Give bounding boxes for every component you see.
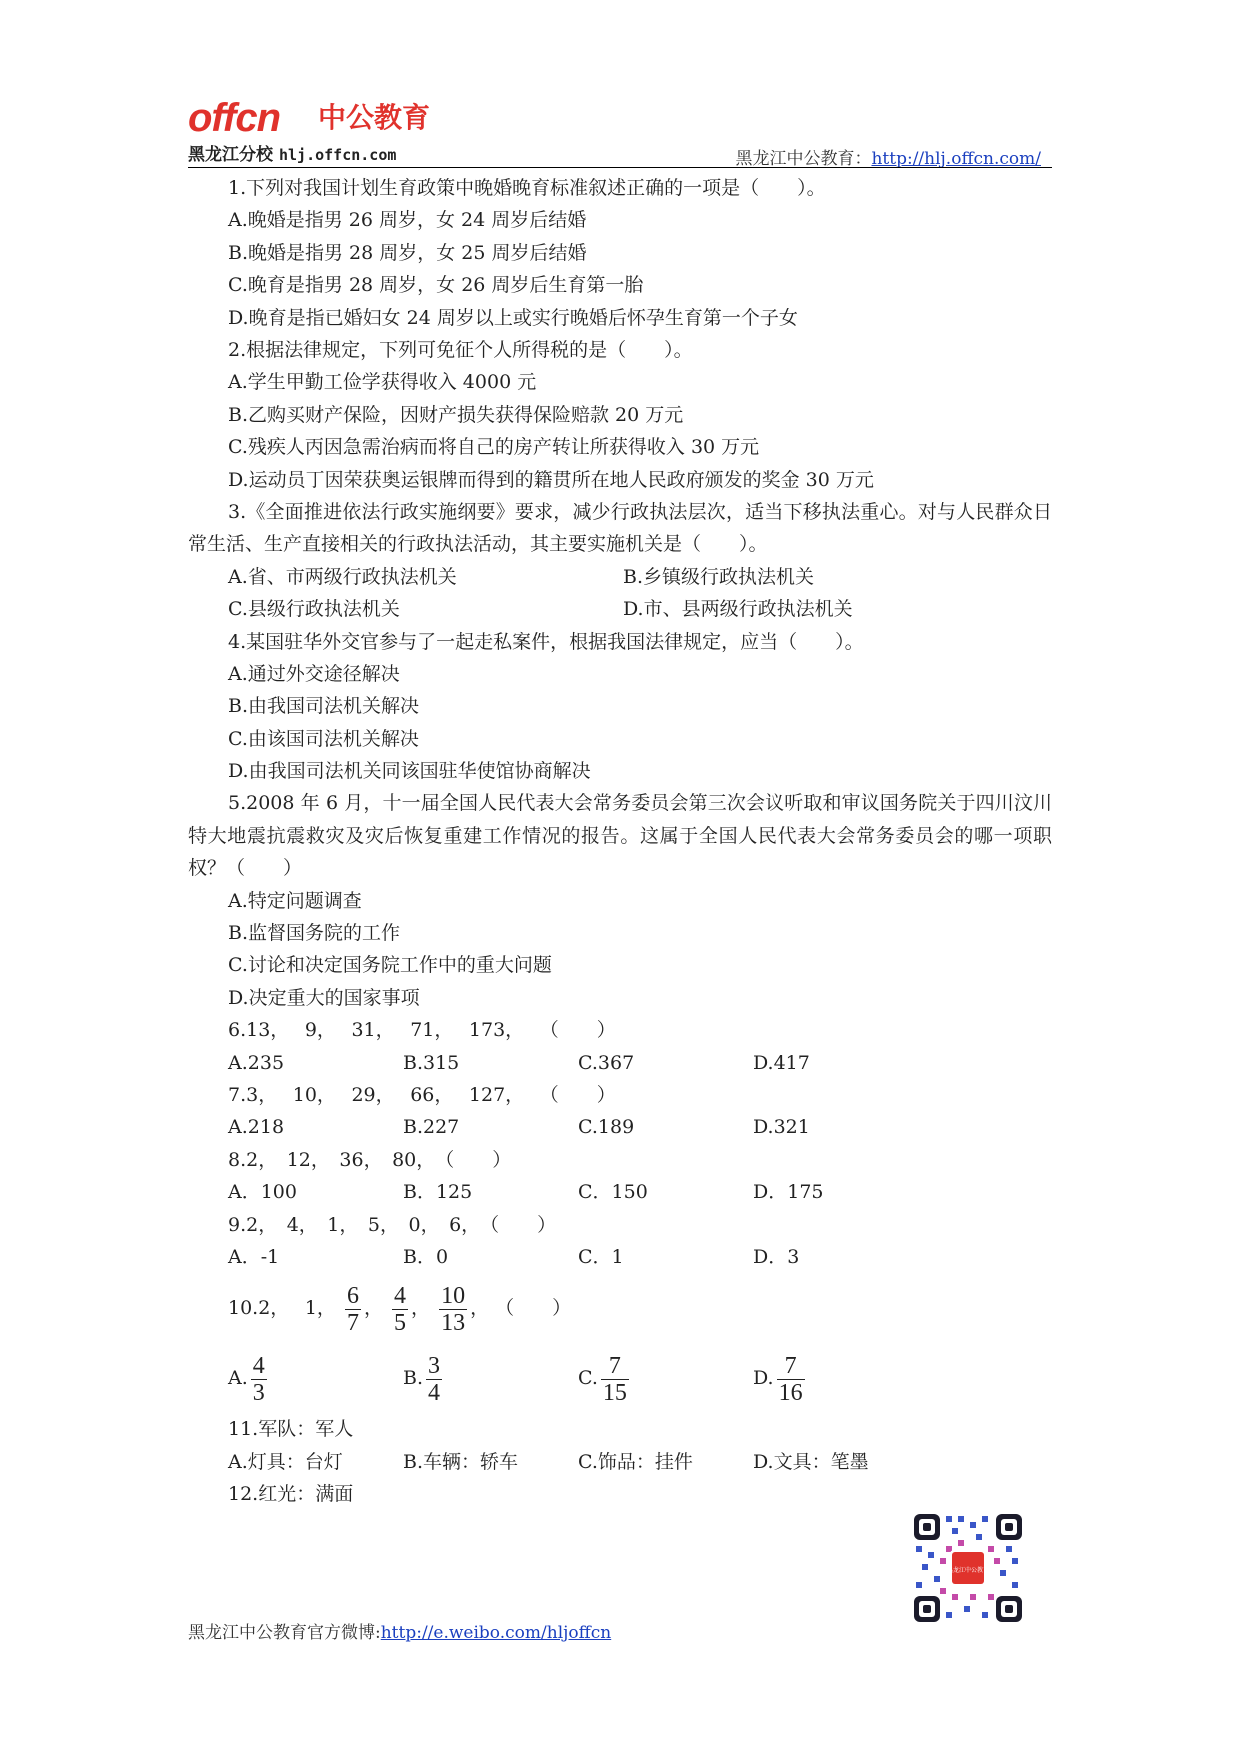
q10-f2-denominator: 5 — [394, 1309, 407, 1336]
q6-stem: 6.13， 9， 31， 71， 173， （ ） — [228, 1019, 616, 1042]
q2-option-d: D.运动员丁因荣获奥运银牌而得到的籍贯所在地人民政府颁发的奖金 30 万元 — [228, 468, 874, 491]
q4-option-d: D.由我国司法机关同该国驻华使馆协商解决 — [228, 760, 591, 783]
offcn-logo — [188, 96, 468, 166]
q10-options — [188, 1343, 1052, 1413]
q10-option-c — [578, 1343, 753, 1413]
q10-b-label: B. — [403, 1367, 424, 1390]
q9-option-d: D．3 — [753, 1245, 800, 1268]
q10-blank: （ ） — [495, 1297, 572, 1320]
q3-stem: 3.《全面推进依法行政实施纲要》要求，减少行政执法层次，适当下移执法重心。对与人民群众日常生活、生产直接相关的行政执法活动，其主要实施机关是（ ）。 — [188, 500, 1052, 556]
footer-label: 黑龙江中公教育官方微博: — [188, 1623, 381, 1643]
logo-branch — [188, 140, 396, 165]
q9-stem: 9.2， 4， 1， 5， 0， 6， （ ） — [228, 1213, 557, 1236]
q3-option-c: C.县级行政执法机关 — [228, 598, 400, 621]
q7-stem: 7.3， 10， 29， 66， 127， （ ） — [228, 1084, 616, 1107]
q2-option-b: B.乙购买财产保险，因财产损失获得保险赔款 20 万元 — [228, 403, 684, 426]
q10-d-label: D. — [753, 1367, 774, 1390]
q6-option-c: C.367 — [578, 1051, 635, 1074]
q10-f3-denominator: 13 — [441, 1309, 466, 1336]
q10-sep-1: ， — [363, 1297, 383, 1320]
q5-option-b: B.监督国务院的工作 — [228, 922, 401, 945]
q10-fraction-1 — [345, 1283, 361, 1336]
qr-caption: 黑龙江中公教育 — [946, 1567, 990, 1574]
q10-c-numerator: 7 — [601, 1353, 629, 1380]
q3-option-b: B.乡镇级行政执法机关 — [623, 565, 815, 588]
q2-option-c: C.残疾人丙因急需治病而将自己的房产转让所获得收入 30 万元 — [228, 436, 760, 459]
logo-chinese-name: 中公教育 — [318, 101, 431, 134]
q10-option-b — [403, 1343, 578, 1413]
logo-wordmark: offcn — [188, 96, 281, 140]
q10-c-fraction — [601, 1353, 629, 1406]
q3-option-a: A.省、市两级行政执法机关 — [228, 565, 457, 588]
qr-code — [912, 1512, 1024, 1624]
q10-d-denominator: 16 — [778, 1379, 803, 1406]
q10-d-fraction — [777, 1353, 805, 1406]
q10-c-denominator: 15 — [602, 1379, 627, 1406]
q11-option-c: C.饰品：挂件 — [578, 1450, 693, 1473]
q11-options — [188, 1446, 1052, 1478]
q1-option-c: C.晚育是指男 28 周岁，女 26 周岁后生育第一胎 — [228, 274, 644, 297]
q10-b-fraction — [426, 1353, 442, 1406]
q8-option-b: B．125 — [403, 1181, 473, 1204]
q7-option-d: D.321 — [753, 1116, 810, 1139]
q10-stem — [188, 1273, 1052, 1343]
q11-option-a: A.灯具：台灯 — [228, 1450, 343, 1473]
branch-name: 黑龙江分校 — [188, 145, 273, 165]
q9-options — [188, 1241, 1052, 1273]
q10-a-numerator: 4 — [252, 1352, 265, 1379]
q2-option-a: A.学生甲勤工俭学获得收入 4000 元 — [228, 371, 537, 394]
q10-f1-denominator: 7 — [346, 1309, 359, 1336]
q4-stem: 4.某国驻华外交官参与了一起走私案件，根据我国法律规定，应当（ ）。 — [228, 630, 864, 653]
q7-option-c: C.189 — [578, 1116, 635, 1139]
header-site-info — [735, 144, 1041, 169]
q1-option-d: D.晚育是指已婚妇女 24 周岁以上或实行晚婚后怀孕生育第一个子女 — [228, 306, 798, 329]
q5-option-c: C.讨论和决定国务院工作中的重大问题 — [228, 954, 552, 977]
q10-f2-numerator: 4 — [394, 1282, 407, 1309]
q5-stem: 5.2008 年 6 月，十一届全国人民代表大会常务委员会第三次会议听取和审议国务院关于四川汶川特大地震抗震救灾及灾后恢复重建工作情况的报告。这属于全国人民代表大会常务委员会的哪一项职权？（ ） — [188, 792, 1052, 880]
q6-options — [188, 1047, 1052, 1079]
q1-option-a: A.晚婚是指男 26 周岁，女 24 周岁后结婚 — [228, 209, 587, 232]
q7-option-b: B.227 — [403, 1116, 460, 1139]
q7-options — [188, 1111, 1052, 1143]
q3-options-row-2 — [188, 593, 1052, 625]
q10-c-label: C. — [578, 1367, 598, 1390]
q10-fraction-2 — [392, 1283, 408, 1336]
q1-stem: 1.下列对我国计划生育政策中晚婚晚育标准叙述正确的一项是（ ）。 — [228, 177, 826, 199]
q10-a-denominator: 3 — [252, 1379, 265, 1406]
q11-option-b: B.车辆：轿车 — [403, 1450, 519, 1473]
q6-option-b: B.315 — [403, 1051, 460, 1074]
q10-b-numerator: 3 — [428, 1352, 441, 1379]
q5-option-d: D.决定重大的国家事项 — [228, 986, 420, 1009]
q4-option-c: C.由该国司法机关解决 — [228, 727, 419, 750]
q3-options-row-1 — [188, 561, 1052, 593]
q8-options — [188, 1176, 1052, 1208]
q10-f3-numerator: 10 — [441, 1282, 466, 1309]
q8-option-a: A．100 — [228, 1181, 297, 1204]
q6-option-d: D.417 — [753, 1051, 810, 1074]
q9-option-c: C．1 — [578, 1245, 624, 1268]
q4-option-b: B.由我国司法机关解决 — [228, 695, 420, 718]
q2-stem: 2.根据法律规定，下列可免征个人所得税的是（ ）。 — [228, 338, 693, 361]
q10-fraction-3 — [439, 1283, 467, 1336]
header-label: 黑龙江中公教育： — [735, 149, 872, 169]
q10-option-d — [753, 1343, 808, 1413]
q1-option-b: B.晚婚是指男 28 周岁，女 25 周岁后结婚 — [228, 241, 587, 264]
question-list — [188, 172, 1052, 1511]
q11-stem: 11.军队：军人 — [228, 1418, 354, 1441]
footer-weibo-link[interactable]: http://e.weibo.com/hljoffcn — [380, 1623, 612, 1643]
q7-option-a: A.218 — [228, 1116, 285, 1139]
q8-option-c: C．150 — [578, 1181, 648, 1204]
q9-option-a: A．-1 — [228, 1245, 280, 1268]
q10-option-a — [228, 1343, 403, 1413]
q8-option-d: D．175 — [753, 1181, 824, 1204]
branch-url: hlj.offcn.com — [279, 146, 397, 164]
q10-d-numerator: 7 — [777, 1353, 805, 1380]
q9-option-b: B．0 — [403, 1245, 449, 1268]
q4-option-a: A.通过外交途径解决 — [228, 662, 400, 685]
q8-stem: 8.2， 12， 36， 80， （ ） — [228, 1148, 512, 1171]
footer-weibo — [188, 1618, 611, 1643]
q6-option-a: A.235 — [228, 1051, 285, 1074]
q11-option-d: D.文具：笔墨 — [753, 1450, 869, 1473]
q10-prefix: 10.2， 1， — [228, 1297, 336, 1320]
q10-a-fraction — [251, 1353, 267, 1406]
q10-b-denominator: 4 — [428, 1379, 441, 1406]
q10-sep-2: ， — [411, 1297, 431, 1320]
header-link[interactable]: http://hlj.offcn.com/ — [871, 149, 1041, 169]
q3-option-d: D.市、县两级行政执法机关 — [623, 598, 853, 621]
q10-sep-3: ， — [470, 1297, 490, 1320]
q10-a-label: A. — [228, 1367, 248, 1390]
header-divider — [188, 167, 1052, 168]
q10-f1-numerator: 6 — [346, 1282, 359, 1309]
q12-stem: 12.红光：满面 — [228, 1483, 354, 1506]
q5-option-a: A.特定问题调查 — [228, 889, 362, 912]
